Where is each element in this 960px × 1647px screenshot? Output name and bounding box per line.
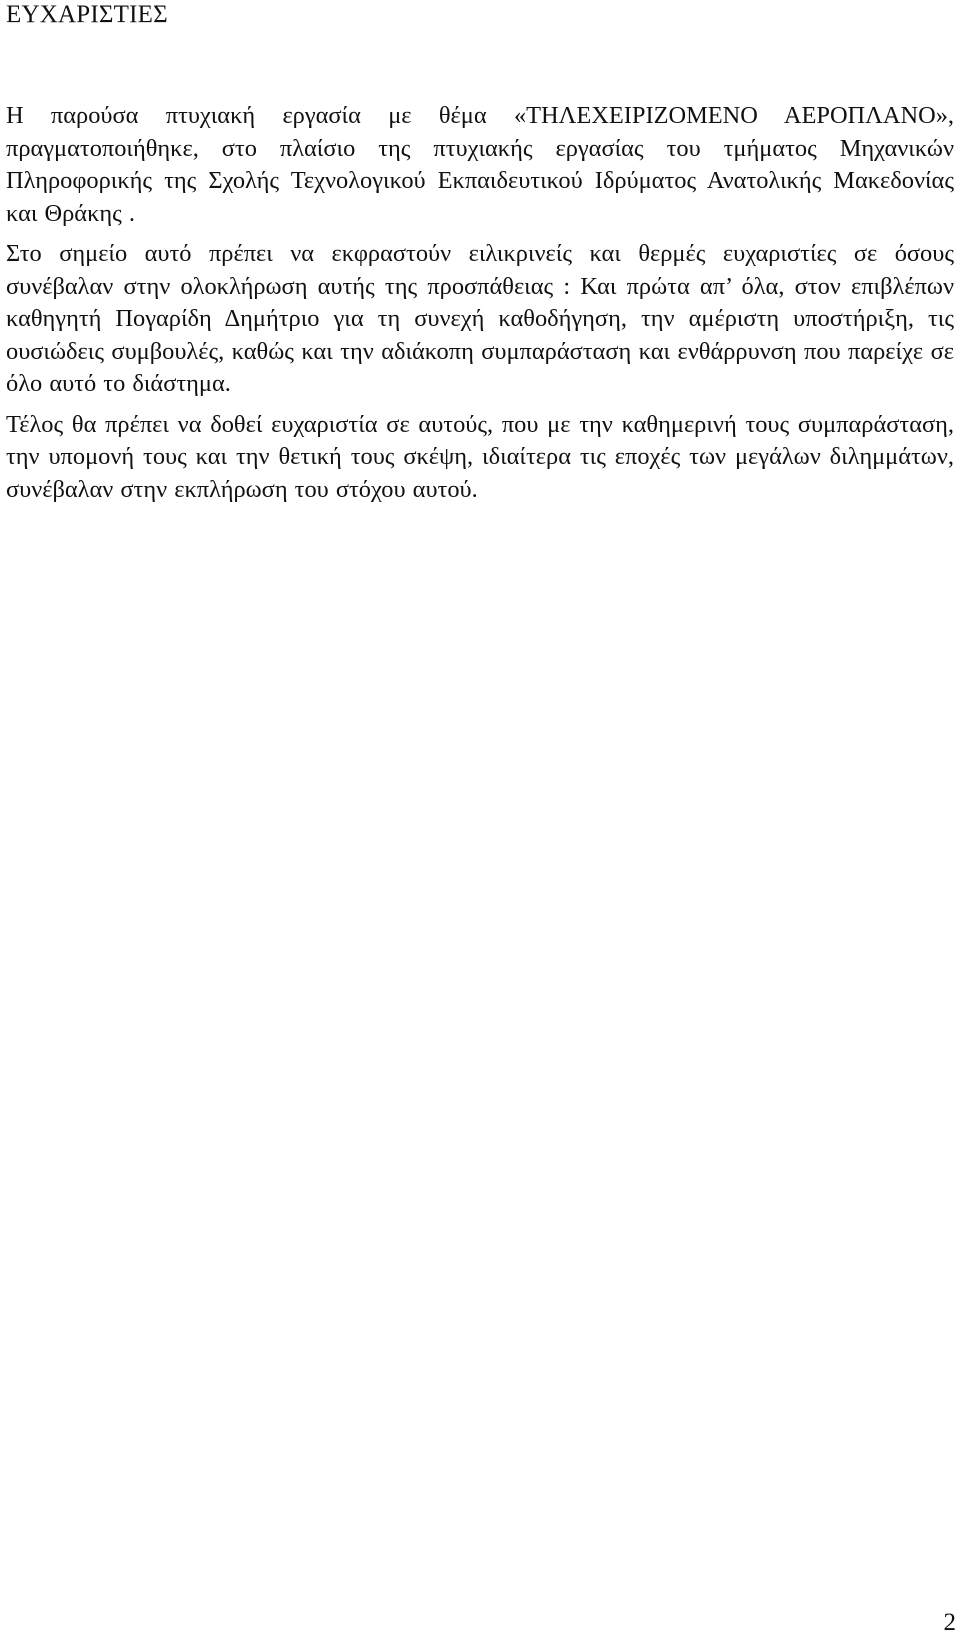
page-title: ΕΥΧΑΡΙΣΤΙΕΣ xyxy=(6,1,168,28)
paragraph-intro: Η παρούσα πτυχιακή εργασία με θέμα «ΤΗΛΕΧΕΙΡΙΖΟΜΕΝΟ ΑΕΡΟΠΛΑΝΟ», πραγματοποιήθηκε, στο πλαίσιο της πτυχιακής εργασίας του τμήματος Μηχανικών Πληροφορικής της Σχολής Τεχνολογικού Εκπαιδευτικού Ιδρύματος Ανατολικής Μακεδονίας και Θράκης . xyxy=(6,102,954,227)
page-number: 2 xyxy=(943,1609,956,1636)
paragraph-closing: Τέλος θα πρέπει να δοθεί ευχαριστία σε αυτούς, που με την καθημερινή τους συμπαράσταση, την υπομονή τους και την θετική τους σκέψη, ιδιαίτερα τις εποχές των μεγάλων διλημμάτων, συνέβαλαν στην εκπλήρωση του στόχου αυτού. xyxy=(6,410,954,503)
paragraph-thanks-supervisor: Στο σημείο αυτό πρέπει να εκφραστούν ειλικρινείς και θερμές ευχαριστίες σε όσους συνέβαλαν στην ολοκλήρωση αυτής της προσπάθειας : Και πρώτα απ’ όλα, στον επιβλέπων καθηγητή Πογαρίδη Δημήτριο για τη συνεχή καθοδήγηση, την αμέριστη υποστήριξη, τις ουσιώδεις συμβουλές, καθώς και την αδιάκοπη συμπαράσταση και ενθάρρυνση που παρείχε σε όλο αυτό το διάστημα. xyxy=(6,240,954,397)
body-text xyxy=(6,100,954,514)
